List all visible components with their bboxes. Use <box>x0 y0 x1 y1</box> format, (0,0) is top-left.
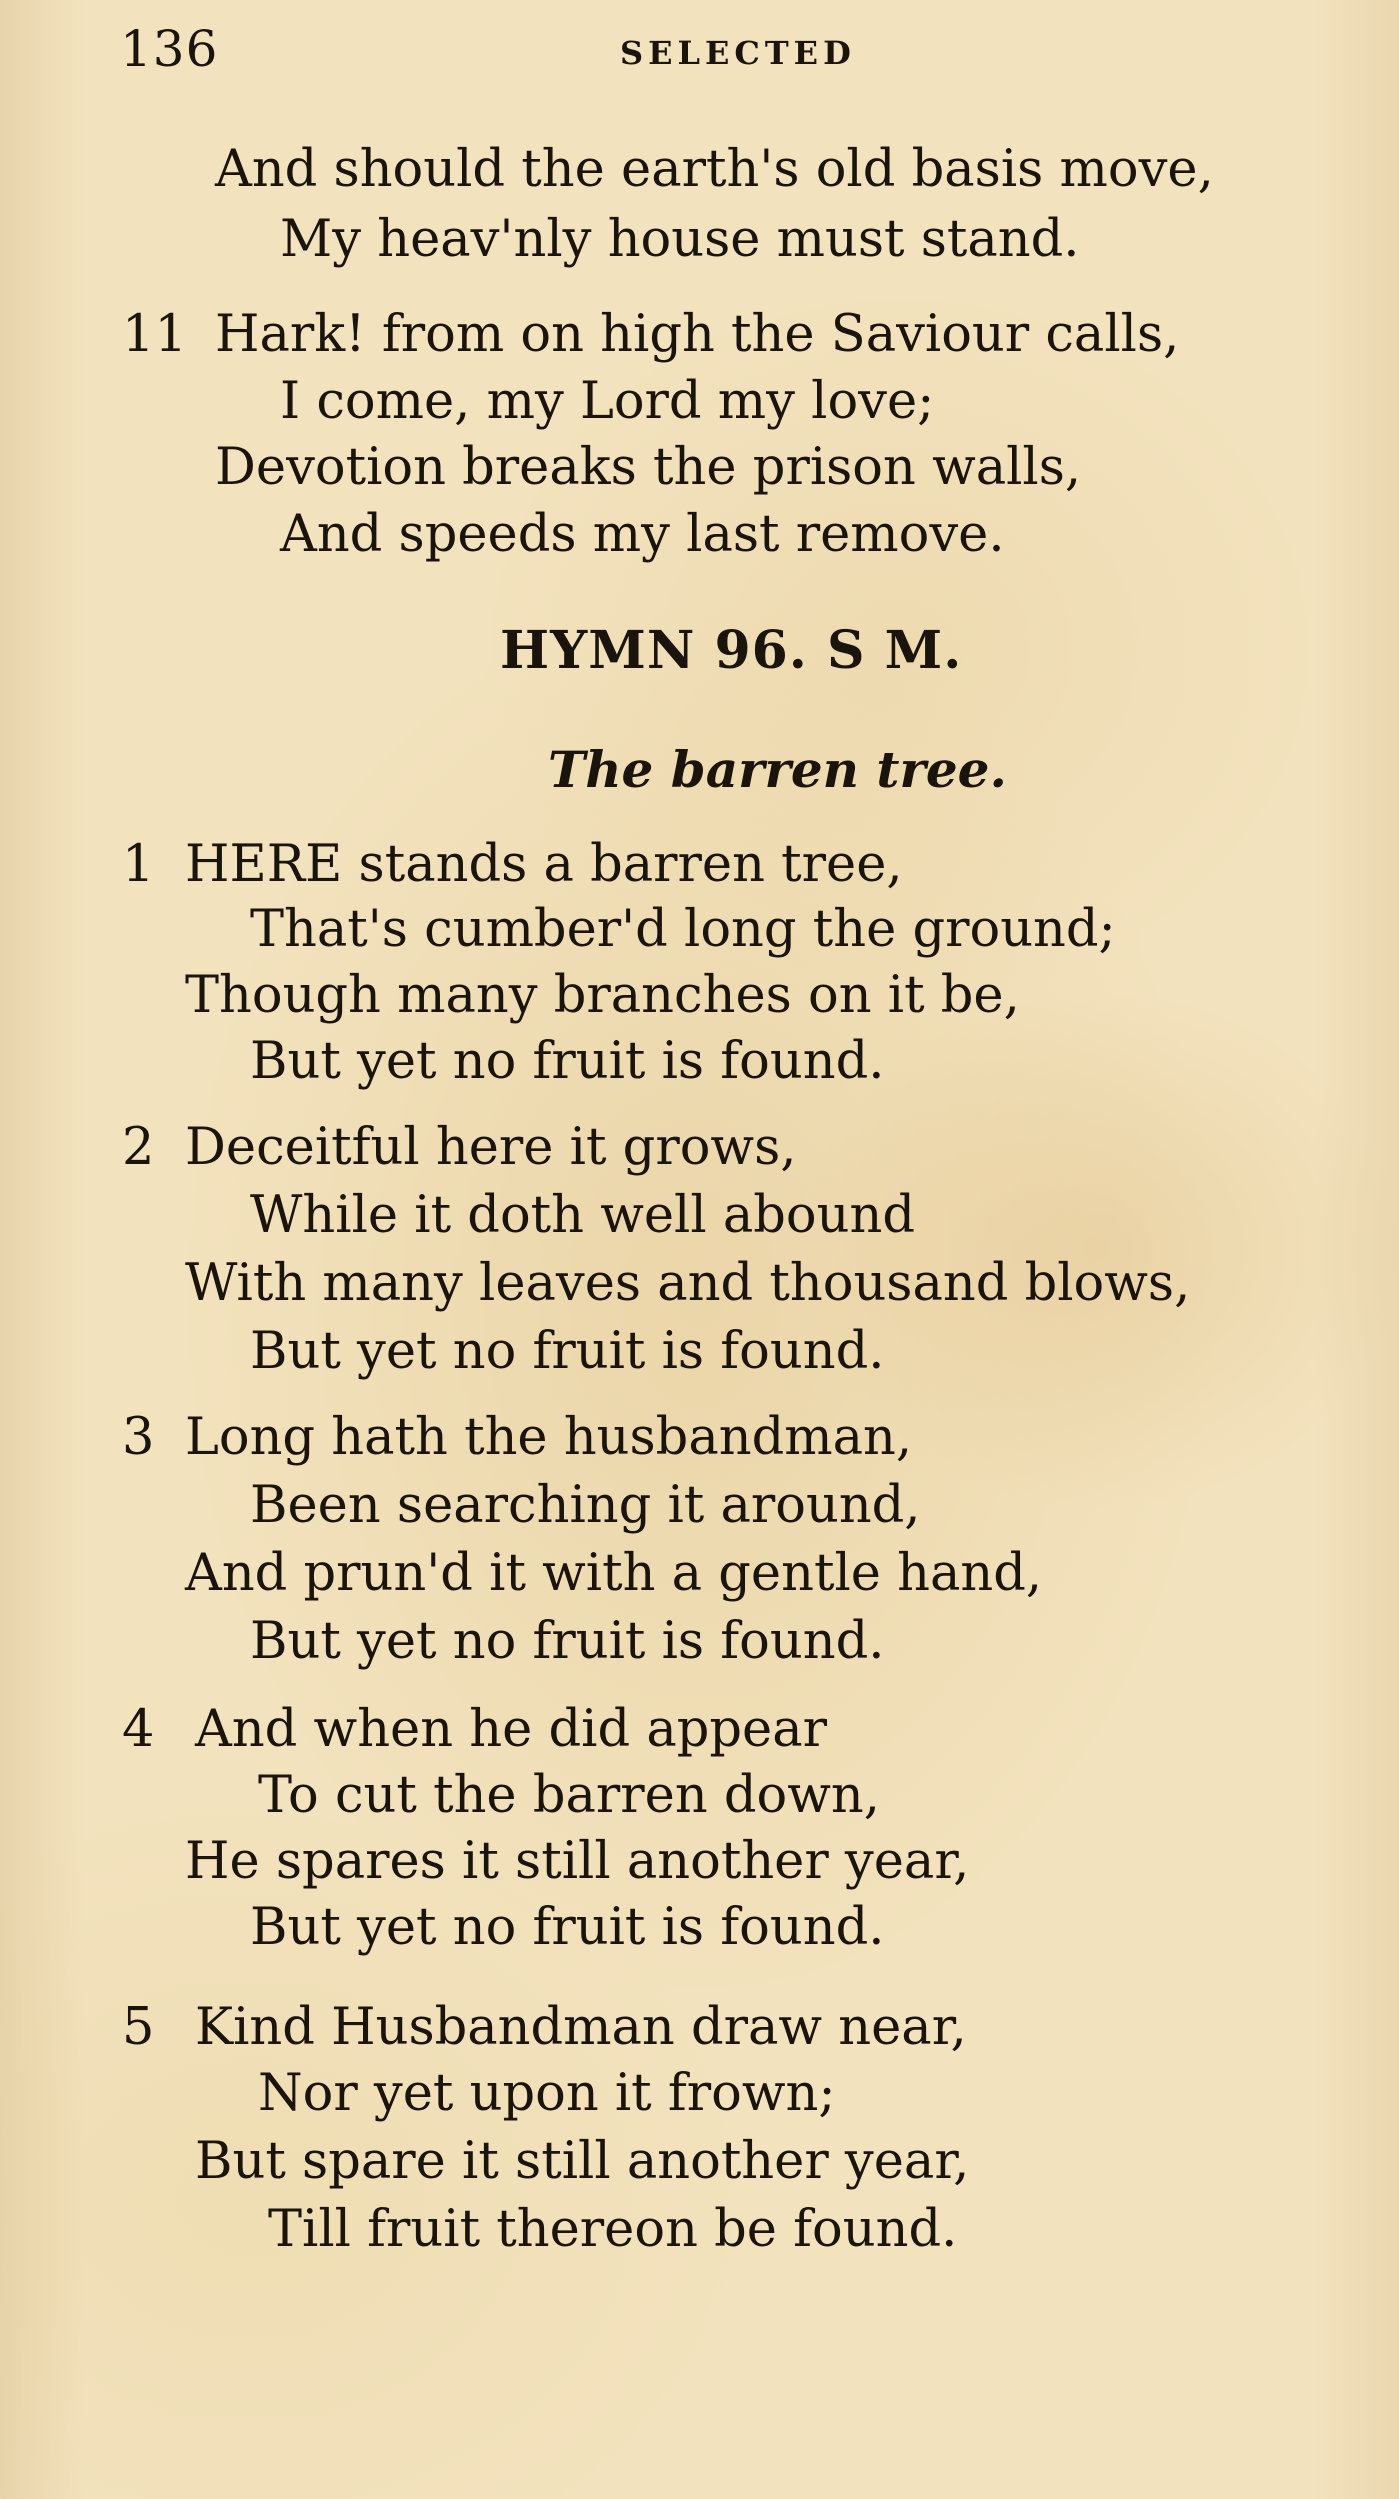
verse-line: Been searching it around, <box>250 1476 921 1535</box>
verse-line: Deceitful here it grows, <box>185 1118 797 1177</box>
page-number: 136 <box>120 20 219 78</box>
verse-line: And speeds my last remove. <box>280 505 1005 564</box>
verse-line: That's cumber'd long the ground; <box>250 900 1116 959</box>
verse-line: While it doth well abound <box>250 1186 915 1245</box>
verse-line: Nor yet upon it frown; <box>258 2064 836 2123</box>
stanza-number: 3 <box>122 1408 155 1467</box>
verse-line: He spares it still another year, <box>185 1832 970 1891</box>
stanza-number: 5 <box>122 1998 155 2057</box>
verse-line: Hark! from on high the Saviour calls, <box>215 305 1180 364</box>
running-title: SELECTED <box>620 34 856 72</box>
verse-line: But spare it still another year, <box>195 2132 970 2191</box>
stanza-number: 1 <box>122 835 155 894</box>
verse-line: And should the earth's old basis move, <box>215 140 1214 199</box>
verse-line: Till fruit thereon be found. <box>268 2200 958 2259</box>
verse-line: And prun'd it with a gentle hand, <box>185 1544 1043 1603</box>
verse-line: Though many branches on it be, <box>185 966 1020 1025</box>
hymn-subtitle: The barren tree. <box>548 740 1007 799</box>
verse-line: HERE stands a barren tree, <box>185 835 903 894</box>
stanza-number: 2 <box>122 1118 155 1177</box>
verse-line: I come, my Lord my love; <box>280 372 935 431</box>
verse-line: But yet no fruit is found. <box>250 1612 885 1671</box>
hymn-heading: HYMN 96. S M. <box>500 620 963 681</box>
stanza-number: 4 <box>122 1700 155 1759</box>
verse-line: But yet no fruit is found. <box>250 1322 885 1381</box>
verse-line: Long hath the husbandman, <box>185 1408 913 1467</box>
verse-line: And when he did appear <box>195 1700 827 1759</box>
verse-line: But yet no fruit is found. <box>250 1898 885 1957</box>
verse-line: To cut the barren down, <box>258 1766 880 1825</box>
verse-line: Kind Husbandman draw near, <box>195 1998 967 2057</box>
verse-line: My heav'nly house must stand. <box>280 210 1080 269</box>
verse-line: Devotion breaks the prison walls, <box>215 438 1082 497</box>
stanza-number: 11 <box>122 305 187 364</box>
verse-line: But yet no fruit is found. <box>250 1032 885 1091</box>
verse-line: With many leaves and thousand blows, <box>185 1254 1191 1313</box>
